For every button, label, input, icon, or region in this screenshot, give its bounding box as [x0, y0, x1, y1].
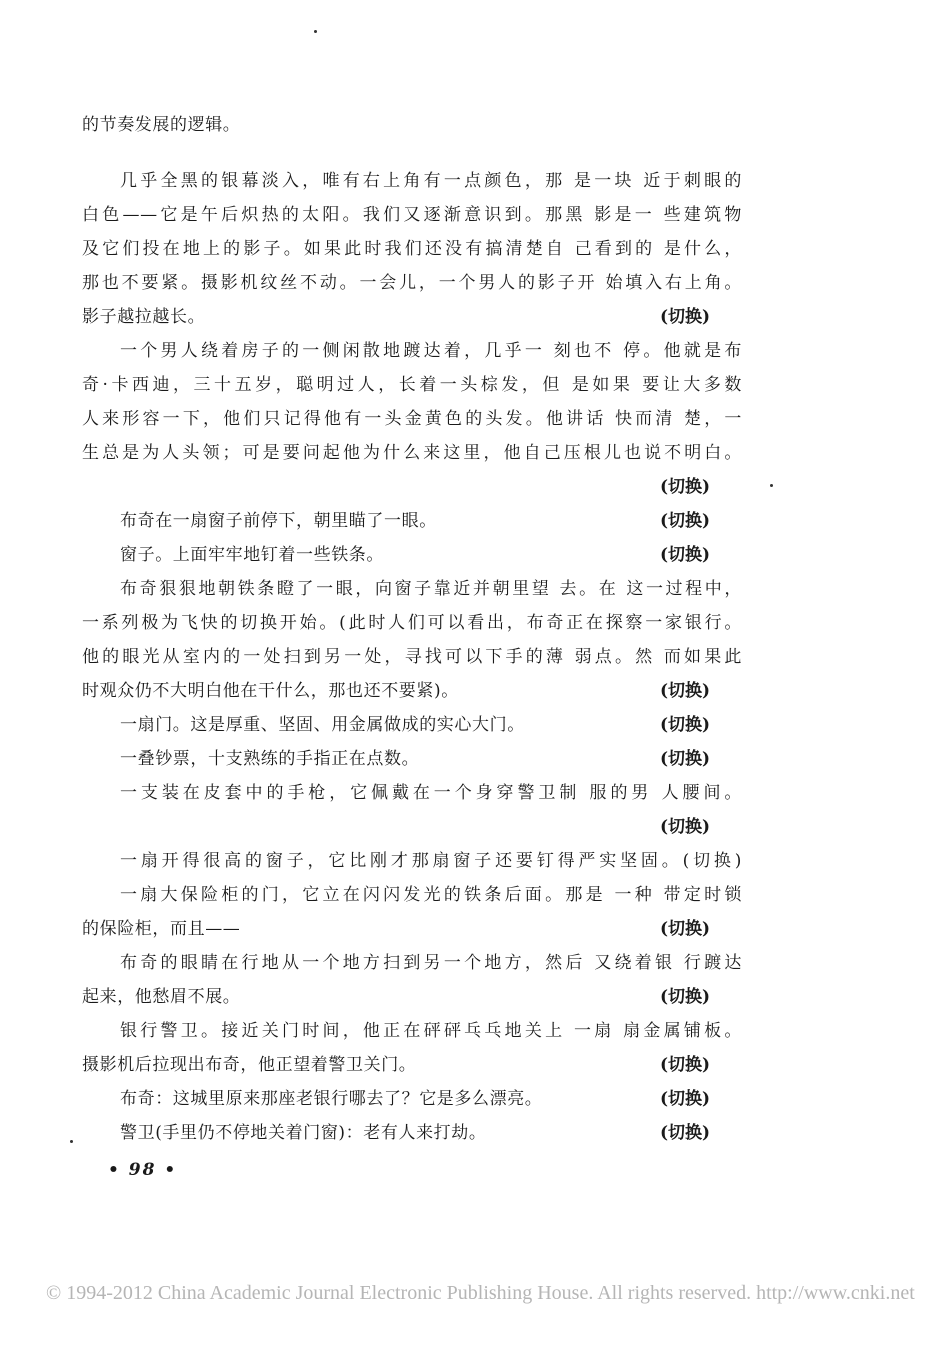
page-number: • 98 • [108, 1160, 178, 1180]
cut-label: (切换) [660, 817, 711, 837]
cut-label: (切换) [660, 1089, 711, 1109]
text-line: 生总是为人头领；可是要问起他为什么来这里，他自己压根儿也说不明白。 [82, 443, 742, 463]
cut-label: (切换) [660, 477, 711, 497]
cut-label: (切换) [660, 307, 711, 327]
text-line: 一扇开得很高的窗子，它比刚才那扇窗子还要钉得严实坚固。(切换) [120, 851, 742, 871]
text-line: 一扇大保险柜的门，它立在闪闪发光的铁条后面。那是 一种 带定时锁 [120, 885, 742, 905]
text-line: 时观众仍不大明白他在干什么，那也还不要紧)。 [82, 681, 459, 701]
cut-label: (切换) [660, 681, 711, 701]
text-line: 布奇狠狠地朝铁条瞪了一眼，向窗子靠近并朝里望 去。在 这一过程中， [120, 579, 742, 599]
text-line: 起来，他愁眉不展。 [82, 987, 241, 1007]
text-line: 白色——它是午后炽热的太阳。我们又逐渐意识到。那黑 影是一 些建筑物 [82, 205, 742, 225]
text-line: 的保险柜，而且—— [82, 919, 241, 939]
text-line: 一扇门。这是厚重、坚固、用金属做成的实心大门。 [120, 715, 525, 735]
text-line: 布奇：这城里原来那座老银行哪去了？它是多么漂亮。 [120, 1089, 543, 1109]
cut-label: (切换) [660, 1123, 711, 1143]
text-line: 窗子。上面牢牢地钉着一些铁条。 [120, 545, 384, 565]
cut-label: (切换) [660, 919, 711, 939]
cut-label: (切换) [660, 1055, 711, 1075]
text-line: 几乎全黑的银幕淡入，唯有右上角有一点颜色，那 是一块 近于刺眼的 [120, 171, 742, 191]
copyright-footer: © 1994-2012 China Academic Journal Electronic Publishing House. All rights reserved. http://www.cnki.net [46, 1282, 915, 1304]
text-line: 的节奏发展的逻辑。 [82, 115, 241, 135]
cut-label: (切换) [660, 715, 711, 735]
scan-speck [770, 484, 773, 487]
text-line: 影子越拉越长。 [82, 307, 206, 327]
text-line: 警卫(手里仍不停地关着门窗)：老有人来打劫。 [120, 1123, 487, 1143]
scan-speck [314, 30, 317, 33]
text-line: 他的眼光从室内的一处扫到另一处，寻找可以下手的薄 弱点。然 而如果此 [82, 647, 742, 667]
text-line: 布奇在一扇窗子前停下，朝里瞄了一眼。 [120, 511, 437, 531]
text-line: 奇·卡西迪，三十五岁，聪明过人，长着一头棕发，但 是如果 要让大多数 [82, 375, 742, 395]
text-line: 一叠钞票，十支熟练的手指正在点数。 [120, 749, 420, 769]
text-line: 那也不要紧。摄影机纹丝不动。一会儿，一个男人的影子开 始填入右上角。 [82, 273, 742, 293]
text-line: 摄影机后拉现出布奇，他正望着警卫关门。 [82, 1055, 417, 1075]
cut-label: (切换) [660, 749, 711, 769]
text-line: 银行警卫。接近关门时间，他正在砰砰乓乓地关上 一扇 扇金属铺板。 [120, 1021, 742, 1041]
text-line: 一支装在皮套中的手枪，它佩戴在一个身穿警卫制 服的男 人腰间。 [120, 783, 742, 803]
cut-label: (切换) [660, 545, 711, 565]
text-line: 一系列极为飞快的切换开始。(此时人们可以看出，布奇正在探察一家银行。 [82, 613, 742, 633]
cut-label: (切换) [660, 511, 711, 531]
text-line: 人来形容一下，他们只记得他有一头金黄色的头发。他讲话 快而清 楚，一 [82, 409, 742, 429]
scan-speck [70, 1140, 73, 1143]
cut-label: (切换) [660, 987, 711, 1007]
text-line: 一个男人绕着房子的一侧闲散地踱达着，几乎一 刻也不 停。他就是布 [120, 341, 742, 361]
text-line: 布奇的眼睛在行地从一个地方扫到另一个地方，然后 又绕着银 行踱达 [120, 953, 742, 973]
text-line: 及它们投在地上的影子。如果此时我们还没有搞清楚自 己看到的 是什么， [82, 239, 742, 259]
